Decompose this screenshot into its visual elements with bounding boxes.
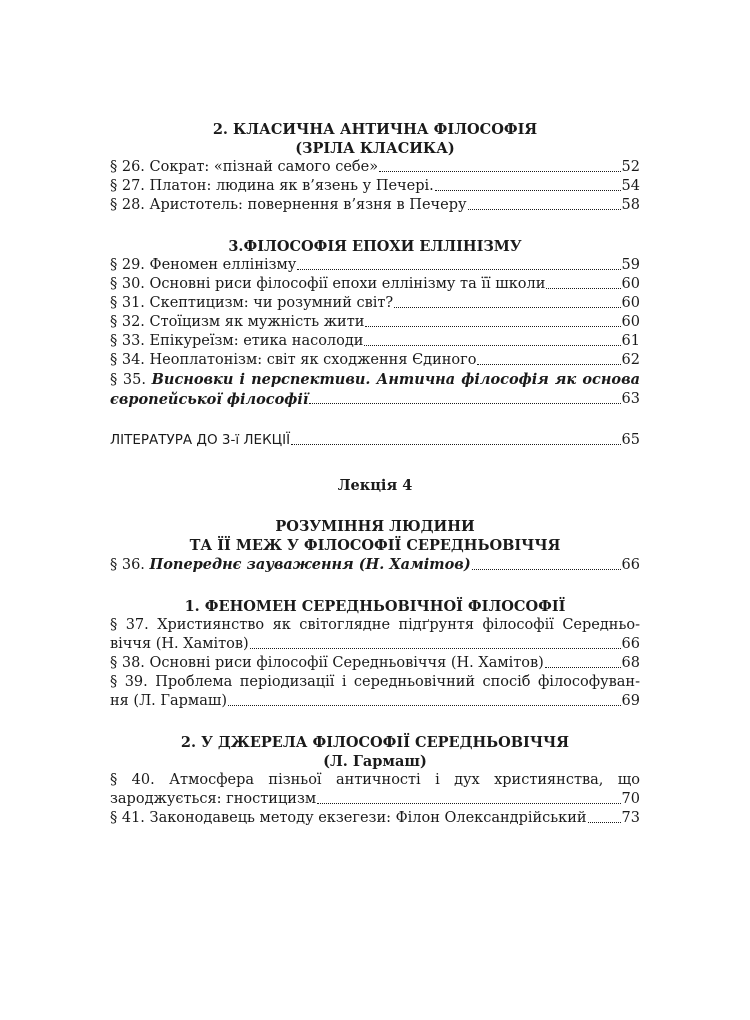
toc-entry-35-line1[interactable]: [110, 370, 640, 390]
entry-number: § 33.: [110, 333, 145, 349]
toc-entry-37-line2[interactable]: [110, 635, 640, 654]
entry-title-continued: зароджується: гностицизм: [110, 791, 317, 807]
toc-entry-40-line1[interactable]: § 40. Атмосфера пізньої античності і дух християнства, що: [110, 772, 640, 788]
page-number: 60: [621, 295, 640, 311]
entry-title: Скептицизм: чи розумний світ?: [149, 295, 394, 311]
page-number: 54: [621, 178, 640, 194]
section-title: 1. ФЕНОМЕН СЕРЕДНЬОВІЧНОЇ ФІЛОСОФІЇ: [184, 598, 566, 615]
entry-number: § 38.: [110, 655, 145, 671]
dot-leader: [228, 705, 621, 706]
entry-number: § 41.: [110, 810, 145, 826]
page-number: 69: [621, 693, 640, 709]
page-number: 61: [621, 333, 640, 349]
entry-title: Платон: людина як в’язень у Печері.: [149, 178, 434, 194]
toc-page: [110, 120, 640, 828]
dot-leader: [468, 209, 621, 210]
entry-title: Висновки і перспективи. Антична філософія як основа: [151, 371, 640, 388]
entry-title: Епікуреїзм: етика насолоди: [149, 333, 364, 349]
toc-entry-35-line2[interactable]: [110, 390, 640, 409]
entry-number: § 26.: [110, 159, 145, 175]
dot-leader: [379, 171, 620, 172]
entry-number: § 30.: [110, 276, 145, 292]
dot-leader: [309, 403, 620, 404]
entry-title: Аристотель: повернення в’язня в Печеру: [149, 197, 467, 213]
entry-number: § 28.: [110, 197, 145, 213]
toc-entry-32[interactable]: [110, 313, 640, 332]
toc-entry-literature[interactable]: [110, 431, 640, 450]
entry-title: Феномен еллінізму: [149, 257, 297, 273]
dot-leader: [291, 444, 620, 445]
section-subtitle: (Л. Гармаш): [323, 753, 427, 770]
toc-entry-36[interactable]: [110, 555, 640, 575]
entry-title: Основні риси філософії Середньовіччя (Н. Хамітов): [149, 655, 544, 671]
entry-title: Основні риси філософії епохи еллінізму та її школи: [149, 276, 546, 292]
page-number: 66: [621, 557, 640, 573]
page-number: 68: [621, 655, 640, 671]
page-number: 73: [621, 810, 640, 826]
entry-title-continued: ня (Л. Гармаш): [110, 693, 227, 709]
entry-number: § 31.: [110, 295, 145, 311]
dot-leader: [435, 190, 621, 191]
dot-leader: [472, 569, 621, 570]
dot-leader: [588, 822, 621, 823]
part-title-line2: ТА ЇЇ МЕЖ У ФІЛОСОФІЇ СЕРЕДНЬОВІЧЧЯ: [189, 537, 561, 554]
dot-leader: [546, 288, 620, 289]
page-number: 70: [621, 791, 640, 807]
toc-entry-37-line1[interactable]: § 37. Християнство як світоглядне підґрунтя філософії Середньо-: [110, 617, 640, 633]
dot-leader: [545, 667, 621, 668]
dot-leader: [394, 307, 620, 308]
entry-number: § 27.: [110, 178, 145, 194]
entry-number: § 32.: [110, 314, 145, 330]
entry-number: § 35.: [110, 372, 146, 388]
page-number: 59: [621, 257, 640, 273]
part-title-line1: РОЗУМІННЯ ЛЮДИНИ: [275, 518, 475, 535]
dot-leader: [364, 345, 620, 346]
toc-entry-40-line2[interactable]: [110, 790, 640, 809]
dot-leader: [317, 803, 620, 804]
entry-title: ЛІТЕРАТУРА ДО 3-ї ЛЕКЦІЇ: [110, 432, 291, 448]
entry-title-continued: віччя (Н. Хамітов): [110, 636, 249, 652]
dot-leader: [250, 648, 621, 649]
toc-entry-30[interactable]: [110, 275, 640, 294]
toc-entry-39-line1[interactable]: § 39. Проблема періодизації і середньовічний спосіб філософуван-: [110, 674, 640, 690]
entry-title: Сократ: «пізнай самого себе»: [149, 159, 379, 175]
entry-title: Попереднє зауваження (Н. Хамітов): [149, 556, 471, 573]
section-title: 3.ФІЛОСОФІЯ ЕПОХИ ЕЛЛІНІЗМУ: [228, 238, 522, 255]
toc-entry-26[interactable]: [110, 158, 640, 177]
dot-leader: [477, 364, 620, 365]
page-number: 52: [621, 159, 640, 175]
toc-entry-34[interactable]: [110, 351, 640, 370]
entry-title: Законодавець методу екзегези: Філон Олександрійський: [149, 810, 587, 826]
page-number: 66: [621, 636, 640, 652]
entry-number: § 34.: [110, 352, 145, 368]
toc-entry-39-line2[interactable]: [110, 692, 640, 711]
dot-leader: [365, 326, 620, 327]
toc-entry-41[interactable]: [110, 809, 640, 828]
lecture-title: Лекція 4: [337, 477, 413, 494]
page-number: 58: [621, 197, 640, 213]
section-subtitle: (ЗРІЛА КЛАСИКА): [295, 140, 455, 157]
dot-leader: [297, 269, 620, 270]
section-title: 2. У ДЖЕРЕЛА ФІЛОСОФІЇ СЕРЕДНЬОВІЧЧЯ: [180, 734, 570, 751]
toc-entry-29[interactable]: [110, 256, 640, 275]
page-number: 62: [621, 352, 640, 368]
toc-entry-31[interactable]: [110, 294, 640, 313]
toc-entry-28[interactable]: [110, 196, 640, 215]
section-title: 2. КЛАСИЧНА АНТИЧНА ФІЛОСОФІЯ: [212, 121, 538, 138]
entry-title: Стоїцизм як мужність жити: [149, 314, 365, 330]
toc-entry-38[interactable]: [110, 654, 640, 673]
entry-title-continued: європейської філософії: [110, 391, 309, 408]
entry-title: Неоплатонізм: світ як сходження Єдиного: [149, 352, 477, 368]
entry-number: § 29.: [110, 257, 145, 273]
toc-entry-27[interactable]: [110, 177, 640, 196]
entry-number: § 36.: [110, 557, 145, 573]
page-number: 63: [621, 391, 640, 407]
toc-entry-33[interactable]: [110, 332, 640, 351]
page-number: 65: [621, 432, 640, 448]
page-number: 60: [621, 314, 640, 330]
page-number: 60: [621, 276, 640, 292]
